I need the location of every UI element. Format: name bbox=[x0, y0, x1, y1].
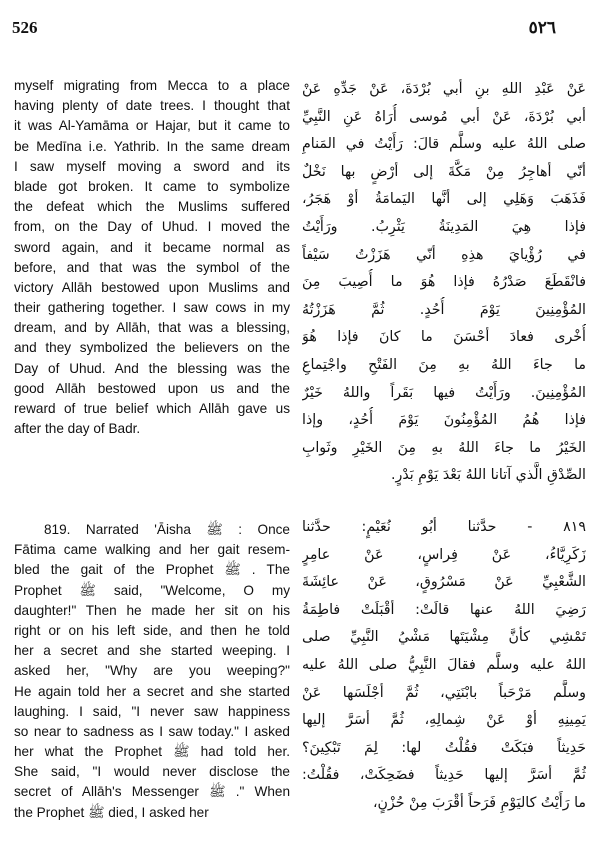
arabic-line: ما جاءَ اللهُ بهِ مِنَ الفَتْحِ واجْتِماعِ bbox=[302, 356, 586, 373]
arabic-line: فإذا هُمُ المُؤْمِنُونَ يَوْمَ أُحُدٍ، وإذا bbox=[302, 412, 586, 429]
arabic-line: أنّي أهاجِرُ مِنْ مَكَّةَ إلى أرْضٍ بها نَخْلٌ bbox=[302, 163, 586, 180]
text-line: He again told her a secret and she started bbox=[14, 683, 290, 699]
arabic-line: المُؤْمِنِينَ يَوْمَ أُحُدٍ. ثُمَّ هَزَزْتُهُ bbox=[302, 301, 586, 318]
text-line: after the day of Badr. bbox=[14, 421, 141, 437]
arabic-line: زَكَرِيَّاءُ، عَنْ فِراسٍ، عَنْ عامِرٍ bbox=[302, 546, 586, 563]
arabic-line: فإذا هِيَ المَدِينَةُ يَثْرِبُ. ورَأَيْتُ bbox=[302, 218, 586, 235]
text-line: She said, "I would never disclose the bbox=[14, 764, 290, 780]
text-line: myself migrating from Mecca to a place bbox=[14, 78, 290, 93]
text-line: Fātima came walking and her gait resem- bbox=[14, 542, 290, 558]
arabic-line: رَضِيَ اللهُ عنها قالَتْ: أقْبَلَتْ فاطِمَةُ bbox=[302, 601, 586, 618]
text-line: asked her, "Why are you weeping?" bbox=[14, 663, 290, 679]
text-line: daughter!" Then he made her sit on his bbox=[14, 602, 290, 618]
english-hadith-818-continuation bbox=[14, 76, 290, 439]
text-line: blade got broken. It came to symbolize bbox=[14, 178, 290, 194]
text-line: laughing. I said, "I never saw happiness bbox=[14, 703, 290, 719]
arabic-heading-line: ٨١٩ - حدَّثنا أبُو نُعَيْمٍ: حدَّثنا bbox=[302, 519, 586, 535]
text-line: Day of Uhud. And the blessing was the bbox=[14, 360, 290, 376]
arabic-line: اللهُ عليه وسلَّم فقالَ النَّبِيُّ صلى اللهُ عليه bbox=[302, 656, 586, 673]
arabic-line: صلى اللهُ عليه وسلَّم قالَ: رَأَيْتُ في المَنامِ bbox=[302, 136, 586, 153]
text-line: Prophet ﷺ said, "Welcome, O my bbox=[14, 582, 290, 598]
arabic-line: أبي بُرْدَةَ، عَنْ أبي مُوسى أُرَاهُ عَنِ النَّبِيِّ bbox=[302, 108, 586, 125]
arabic-line: أُخْرى فعادَ أحْسَنَ ما كانَ فإذا هُوَ bbox=[302, 329, 586, 346]
text-line: her a secret and she started weeping. I bbox=[14, 643, 290, 659]
arabic-line: ثُمَّ أسَرَّ إليها حَدِيثاً فضَحِكَتْ، فقُلْتُ: bbox=[302, 767, 586, 784]
arabic-hadith-818-continuation bbox=[302, 76, 586, 490]
english-hadith-819 bbox=[14, 520, 290, 823]
text-line: good Allāh bestowed upon us and the bbox=[14, 380, 290, 396]
text-line: so near to sadness as I saw today." I asked bbox=[14, 723, 290, 739]
arabic-hadith-819 bbox=[302, 514, 586, 818]
text-line: their gathering together. I saw cows in my bbox=[14, 300, 290, 316]
arabic-line: حَدِيثاً فبَكَتْ فقُلْتُ لها: لِمَ تَبْكِينَ؟ bbox=[302, 739, 586, 756]
text-line: her what the Prophet ﷺ had told her. bbox=[14, 744, 290, 760]
text-line: secret of Allāh's Messenger ﷺ ." When bbox=[14, 784, 290, 800]
text-line: be Medīna i.e. Yathrib. In the same dream bbox=[14, 138, 290, 154]
text-line: reward of true belief which Allāh gave us bbox=[14, 401, 290, 416]
arabic-line: الصِّدْقِ الَّذي آتانا اللهُ بَعْدَ يَوْمِ بَدْرٍ. bbox=[390, 467, 586, 484]
arabic-line: عَنْ عَبْدِ اللهِ بنِ أبي بُرْدَةَ، عَنْ جَدِّهِ عَنْ bbox=[302, 81, 586, 97]
arabic-line: فانْقَطَعَ صَدْرُهُ فإذا هُوَ ما أُصِيبَ مِنَ bbox=[302, 274, 586, 291]
text-line: victory Allāh bestowed upon Muslims and bbox=[14, 279, 290, 295]
text-line: bled the gait of the Prophet ﷺ . The bbox=[14, 562, 290, 578]
arabic-line: فَذَهَبَ وَهَلِي إلى أنَّها اليَمامَةُ أوْ هَجَرُ، bbox=[302, 191, 586, 208]
text-line: before, and that was the symbol of the bbox=[14, 259, 290, 275]
text-line: the Prophet ﷺ died, I asked her bbox=[14, 804, 209, 820]
text-line: dream, and by Allāh, that was a blessing, bbox=[14, 320, 290, 336]
text-line: from, on the Day of Uhud. I moved the bbox=[14, 219, 290, 235]
text-line: the defeat which the Muslims suffered bbox=[14, 199, 290, 215]
arabic-line: في رُؤْيايَ هذِهِ أنّي هَزَزْتُ سَيْفاً bbox=[302, 246, 586, 263]
page-number-right: ٥٢٦ bbox=[528, 18, 556, 38]
text-line: sword again, and it became normal as bbox=[14, 239, 290, 255]
arabic-line: يَمِينِهِ أوْ عَنْ شِمالِهِ، ثُمَّ أسَرَّ إليها bbox=[302, 712, 586, 729]
hadith-heading-line: 819. Narrated 'Āisha ﷺ : Once bbox=[44, 522, 290, 537]
text-line: and they symbolized the believers on the bbox=[14, 340, 290, 356]
arabic-line: الشَّعْبِيِّ عَنْ مَسْرُوقٍ، عَنْ عائِشَةَ bbox=[302, 574, 586, 591]
arabic-line: المُؤْمِنِينَ. ورَأَيْتُ فيها بَقَراً واللهُ خَيْرٌ bbox=[302, 384, 586, 401]
arabic-line: ما رَأَيْتُ كاليَوْمِ فَرَحاً أقْرَبَ مِنْ حُزْنٍ، bbox=[372, 794, 586, 811]
arabic-line: تَمْشِي كأنَّ مِشْيَتَها مَشْيُ النَّبِيِّ صلى bbox=[302, 629, 586, 646]
text-line: it was Al-Yamāma or Hajar, but it came to bbox=[14, 118, 290, 134]
arabic-line: الخَيْرُ ما جاءَ اللهُ بهِ مِنَ الخَيْرِ وثَوابِ bbox=[302, 439, 586, 456]
text-line: right or on his left side, and then he told bbox=[14, 622, 290, 638]
arabic-line: وسلَّم مَرْحَباً بابْنَتِي، ثُمَّ أجْلَسَها عَنْ bbox=[302, 684, 586, 701]
text-line: I saw myself moving a sword and its bbox=[14, 158, 290, 174]
page-number-left: 526 bbox=[12, 18, 38, 37]
text-line: having plenty of date trees. I thought that bbox=[14, 98, 290, 114]
